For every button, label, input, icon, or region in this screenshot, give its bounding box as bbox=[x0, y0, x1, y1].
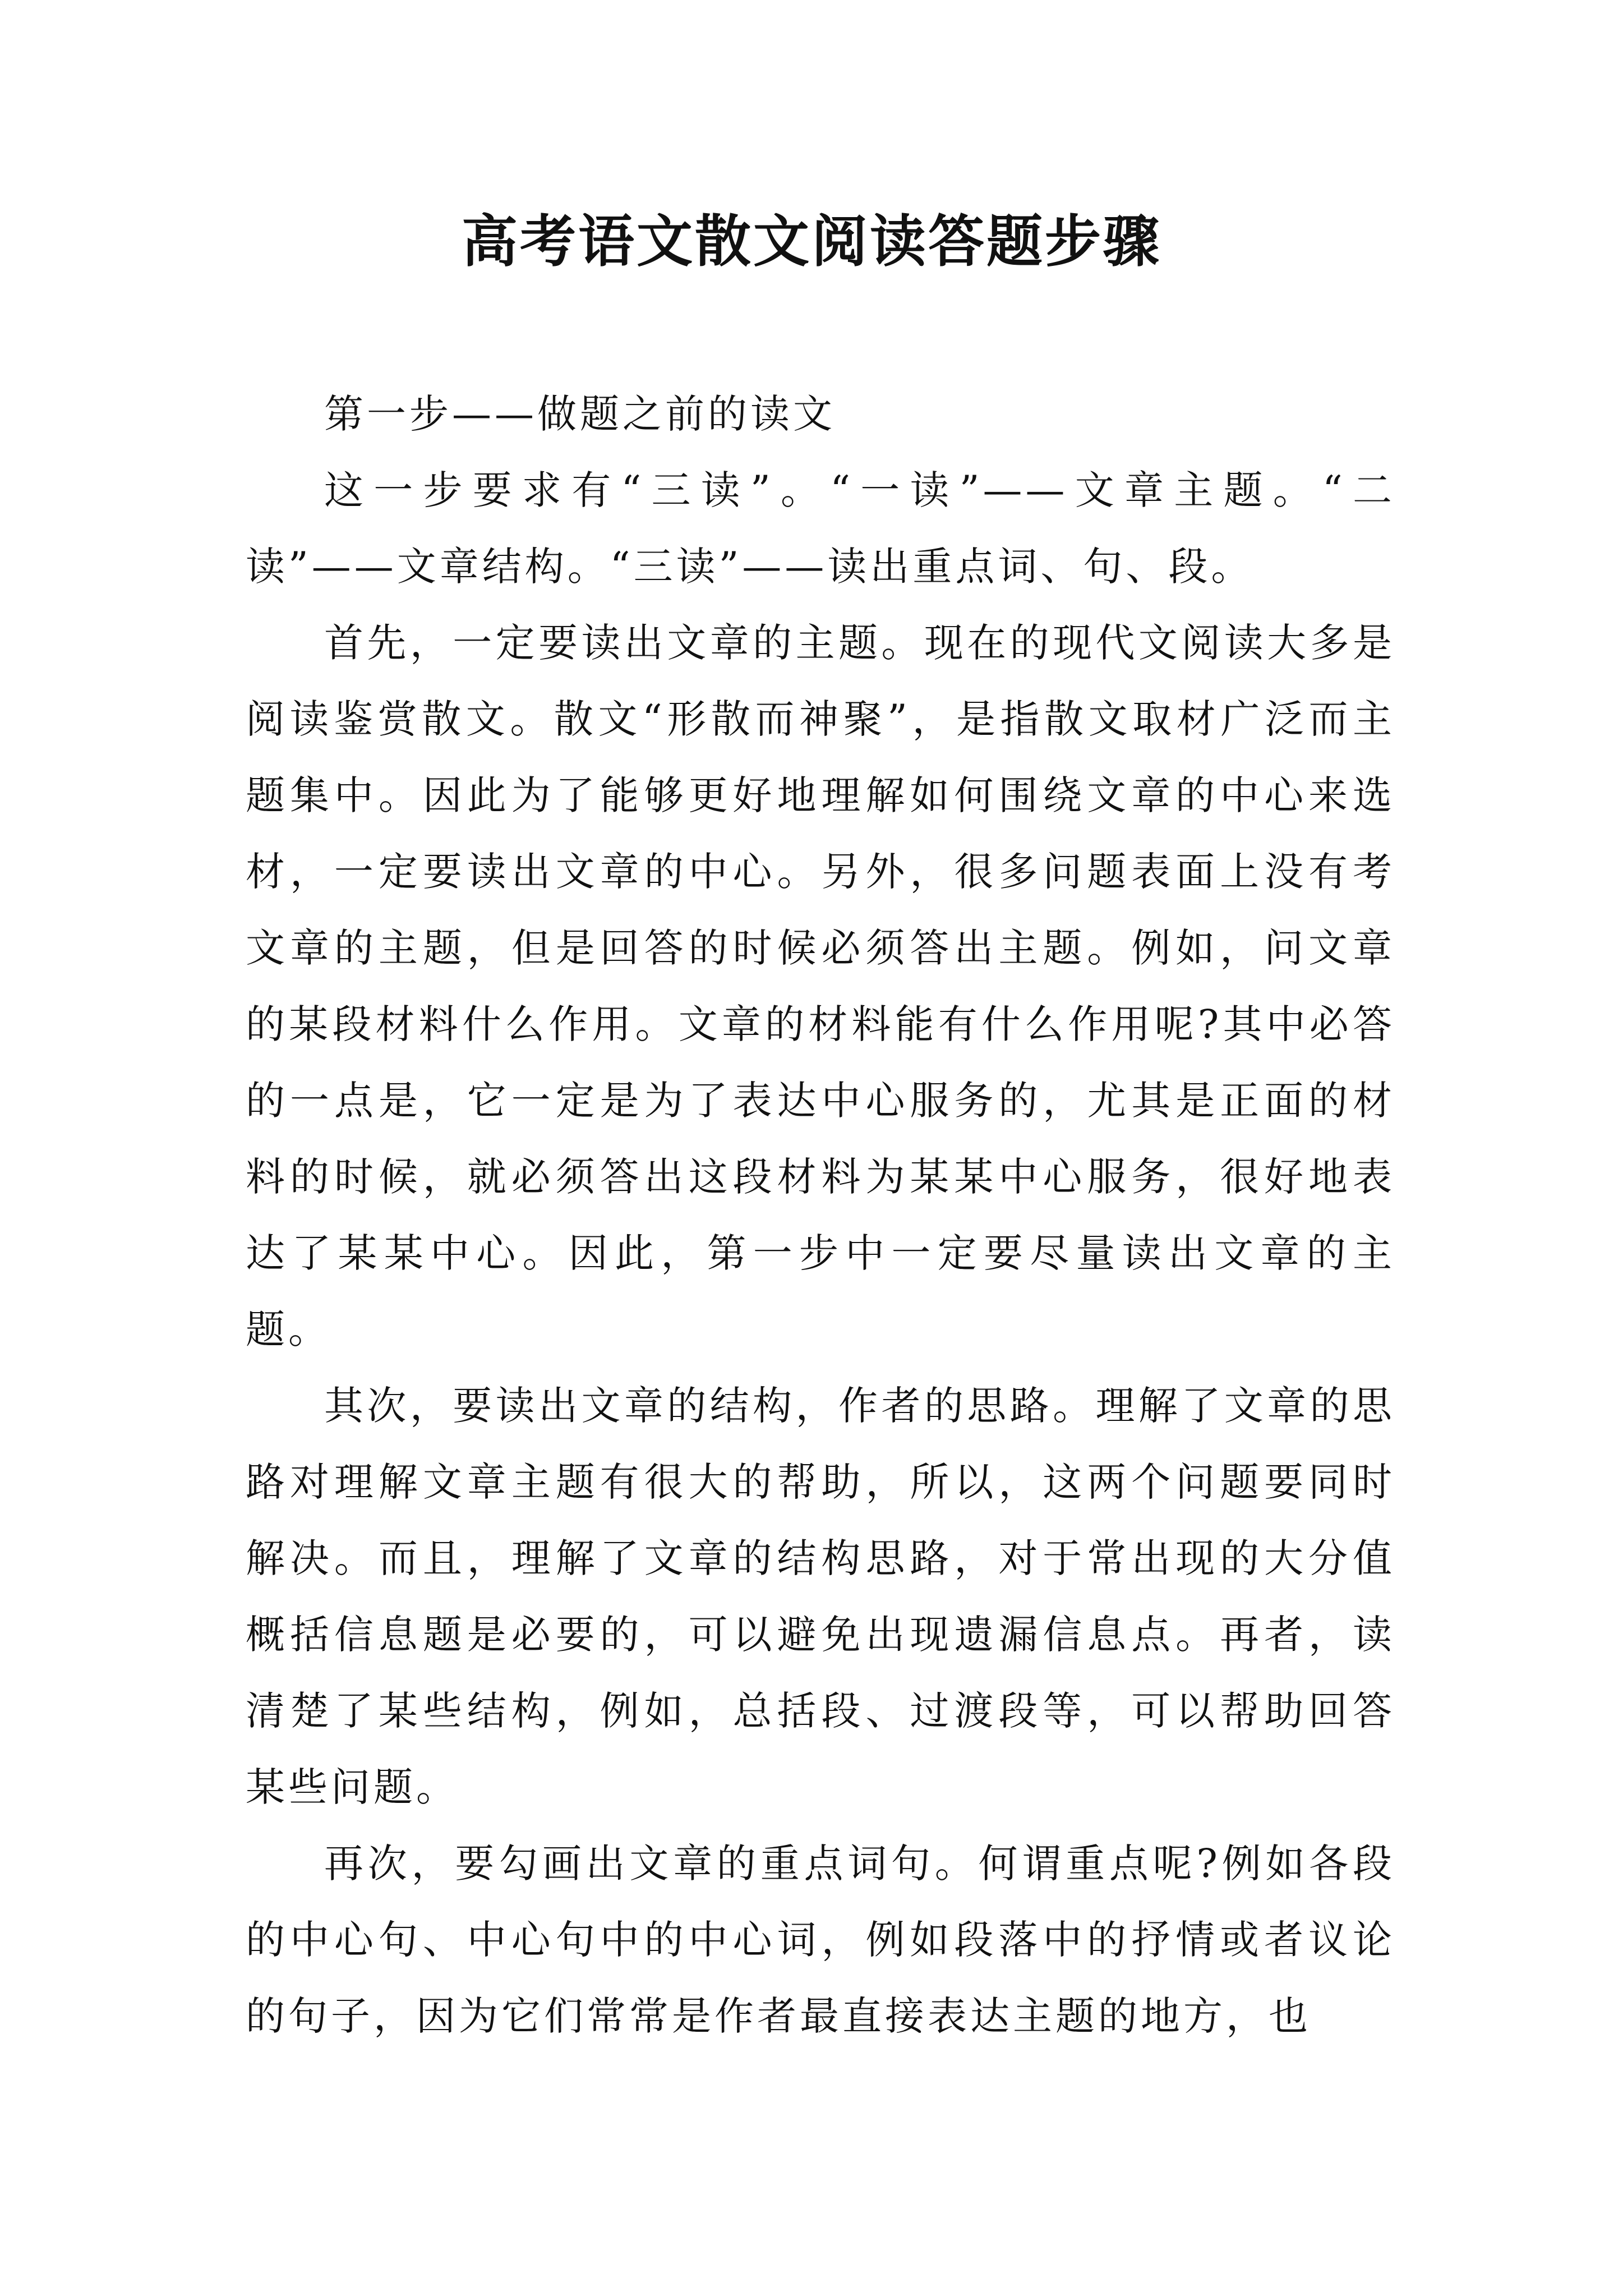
paragraph-key-sentences: 再次，要勾画出文章的重点词句。何谓重点呢?例如各段的中心句、中心句中的中心词，例如段落中的抒情或者议论的句子，因为它们常常是作者最直接表达主题的地方，也 bbox=[246, 1841, 1395, 2039]
paragraph-theme: 首先，一定要读出文章的主题。现在的现代文阅读大多是阅读鉴赏散文。散文“形散而神聚”，是指散文取材广泛而主题集中。因此为了能够更好地理解如何围绕文章的中心来选材，一定要读出文章的中心。另外，很多问题表面上没有考文章的主题，但是回答的时候必须答出主题。例如，问文章的某段材料什么作用。文章的材料能有什么作用呢?其中必答的一点是，它一定是为了表达中心服务的，尤其是正面的材料的时候，就必须答出这段材料为某某中心服务，很好地表达了某某中心。因此，第一步中一定要尽量读出文章的主题。 bbox=[246, 620, 1395, 1352]
paragraph-structure: 其次，要读出文章的结构，作者的思路。理解了文章的思路对理解文章主题有很大的帮助，所以，这两个问题要同时解决。而且，理解了文章的结构思路，对于常出现的大分值概括信息题是必要的，可以避免出现遗漏信息点。再者，读清楚了某些结构，例如，总括段、过渡段等，可以帮助回答某些问题。 bbox=[246, 1383, 1395, 1810]
paragraph-step-one-heading: 第一步——做题之前的读文 bbox=[324, 391, 836, 437]
document-title: 高考语文散文阅读答题步骤 bbox=[462, 208, 1161, 274]
paragraph-three-readings: 这一步要求有“三读”。“一读”——文章主题。“二读”——文章结构。“三读”——读出重点词、句、段。 bbox=[246, 467, 1395, 590]
document-body bbox=[246, 376, 1395, 2054]
